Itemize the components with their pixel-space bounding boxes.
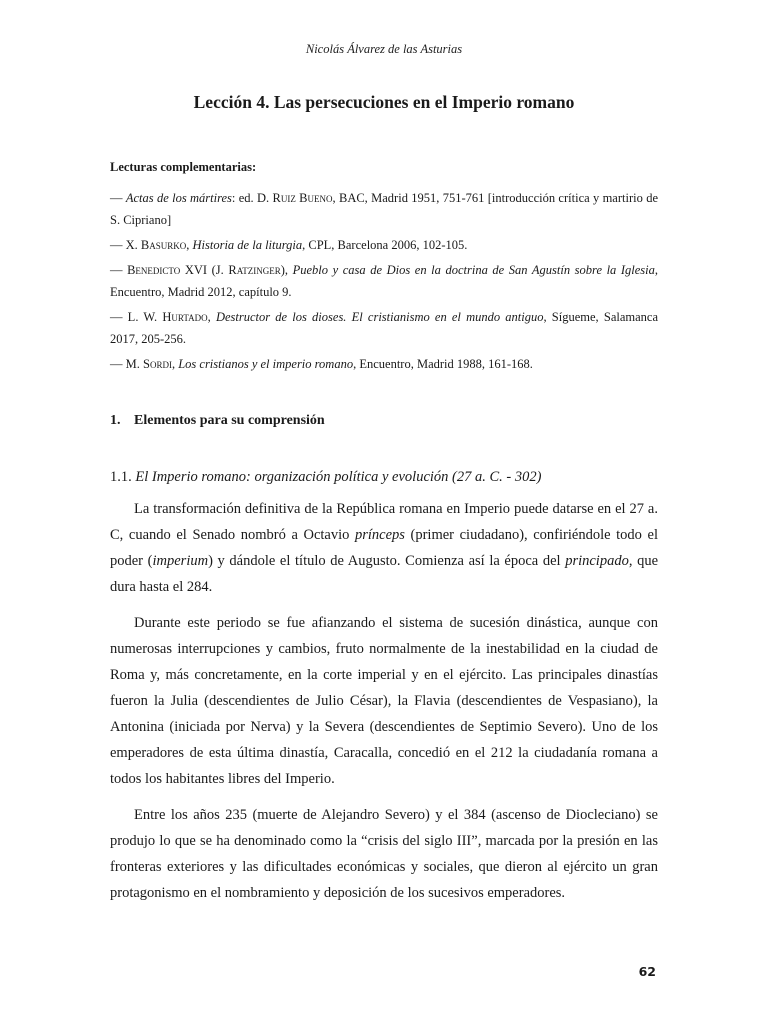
reading-text: XVI (J.: [180, 263, 229, 277]
reading-text: , Encuentro, Madrid 2012, capítulo 9.: [110, 263, 659, 299]
reading-author: Basurko: [140, 238, 187, 252]
reading-title: Historia de la liturgia: [192, 238, 303, 252]
readings-heading: Lecturas complementarias:: [110, 160, 257, 174]
body-paragraph: [110, 496, 658, 600]
reading-title: Actas de los mártires: [125, 191, 232, 205]
reading-text: ),: [280, 263, 293, 277]
paragraph-text: La transformación definitiva de la República romana en Imperio puede datarse en el 27 a. C, cuando el Senado nombró a Octavio: [110, 501, 658, 543]
readings-list: [110, 187, 658, 375]
reading-item: [110, 353, 658, 375]
reading-item: [110, 187, 658, 231]
reading-text: — X.: [110, 238, 141, 252]
reading-text: —: [110, 191, 126, 205]
section-title: Elementos para su comprensión: [134, 413, 325, 428]
body-paragraph: Durante este periodo se fue afianzando el sistema de sucesión dinástica, aunque con numerosas interrupciones y cambios, fruto normalmente de la inestabilidad en la ciudad de Roma y, más concretamente, en la corte imperial y en el ejército. Las principales dinastías fueron la Julia (descendientes de Julio César), la Flavia (descendientes de Vespasiano), la Antonina (iniciada por Nerva) y la Severa (descendientes de Septimio Severo). Uno de los emperadores de esta última dinastía, Caracalla, concedió en el 212 la ciudadanía romana a todos los habitantes libres del Imperio.: [110, 615, 658, 787]
paragraph-text: (primer ciudadano), confiriéndole todo el poder (: [110, 527, 658, 569]
body-paragraph: Entre los años 235 (muerte de Alejandro Severo) y el 384 (ascenso de Diocleciano) se produjo lo que se ha denominado como la “crisis del siglo III”, marcada por la presión en las fronteras exteriores y las dificultades económicas y sociales, que dieron al ejército un gran protagonismo en el nombramiento y deposición de los sucesivos emperadores.: [110, 807, 658, 901]
page-body: [110, 160, 658, 906]
reading-item: [110, 306, 658, 350]
reading-text: : ed. D.: [231, 191, 273, 205]
reading-text: ,: [171, 357, 179, 371]
reading-text: , CPL, Barcelona 2006, 102-105.: [302, 238, 468, 252]
reading-item: [110, 259, 658, 303]
section-heading: [110, 413, 658, 429]
reading-title: Los cristianos y el imperio romano: [178, 357, 354, 371]
reading-author: Ruiz Bueno: [272, 191, 333, 205]
reading-item: [110, 234, 658, 256]
section-number: 1.: [110, 413, 121, 428]
subsection-heading: [110, 469, 658, 486]
reading-text: , BAC, Madrid 1951, 751-761 [introducción crítica y martirio de S. Cipriano]: [110, 191, 658, 227]
subsection-title: El Imperio romano: organización política y evolución (27 a. C. - 302): [135, 469, 542, 485]
page-number: 62: [638, 964, 656, 979]
paragraph-term: imperium: [152, 553, 209, 569]
reading-author: Benedicto: [127, 263, 181, 277]
running-head: Nicolás Álvarez de las Asturias: [305, 42, 463, 56]
reading-text: , Encuentro, Madrid 1988, 161-168.: [353, 357, 533, 371]
reading-author: Sordi: [143, 357, 172, 371]
reading-text: — L. W.: [110, 310, 163, 324]
paragraph-term: principado: [565, 553, 629, 569]
subsection-number: 1.1.: [110, 469, 136, 485]
paragraph-term: prínceps: [354, 527, 405, 543]
lesson-title: Lección 4. Las persecuciones en el Imperio romano: [193, 92, 575, 112]
reading-author: Ratzinger: [228, 263, 281, 277]
reading-text: , Sígueme, Salamanca 2017, 205-256.: [110, 310, 659, 346]
reading-text: ,: [186, 238, 193, 252]
reading-text: ,: [207, 310, 216, 324]
reading-text: —: [110, 263, 128, 277]
paragraph-text: , que dura hasta el 284.: [110, 553, 659, 595]
reading-title: Pueblo y casa de Dios en la doctrina de San Agustín sobre la Iglesia: [292, 263, 655, 277]
reading-title: Destructor de los dioses. El cristianismo en el mundo antiguo: [215, 310, 544, 324]
reading-text: — M.: [110, 357, 143, 371]
paragraph-text: ) y dándole el título de Augusto. Comienza así la época del: [208, 553, 566, 569]
reading-author: Hurtado: [162, 310, 208, 324]
